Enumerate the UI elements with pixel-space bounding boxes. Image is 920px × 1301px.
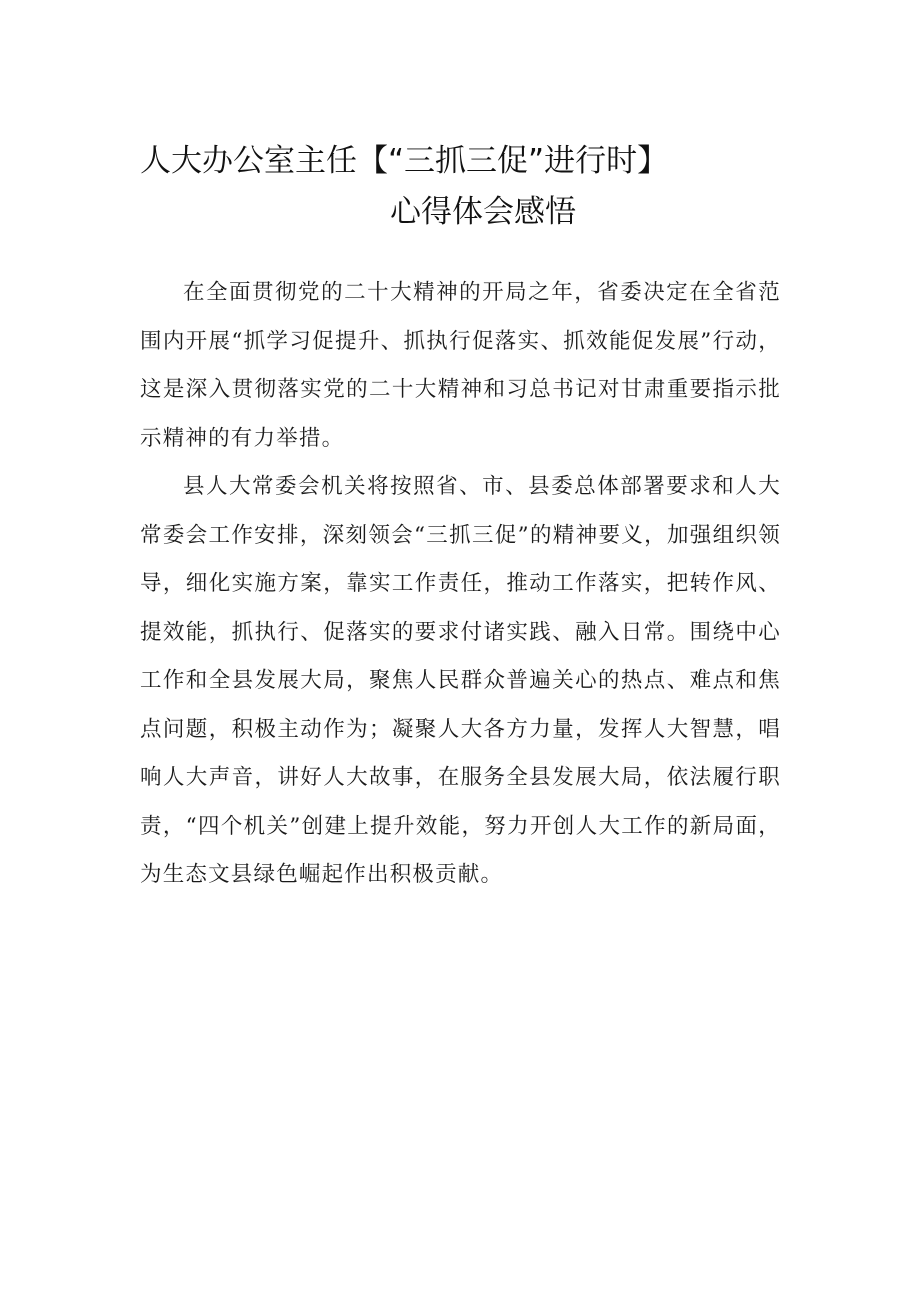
paragraph-1: 在全面贯彻党的二十大精神的开局之年，省委决定在全省范围内开展“抓学习促提升、抓执行促落实、抓效能促发展”行动，这是深入贯彻落实党的二十大精神和习总书记对甘肃重要指示批示精神的有力举措。: [140, 280, 781, 451]
document-title-line-1: 人大办公室主任【“三抓三促”进行时】: [140, 143, 669, 179]
paragraph-2: 县人大常委会机关将按照省、市、县委总体部署要求和人大常委会工作安排，深刻领会“三抓三促”的精神要义，加强组织领导，细化实施方案，靠实工作责任，推动工作落实，把转作风、提效能，抓执行、促落实的要求付诸实践、融入日常。围绕中心工作和全县发展大局，聚焦人民群众普遍关心的热点、难点和焦点问题，积极主动作为；凝聚人大各方力量，发挥人大智慧，唱响人大声音，讲好人大故事，在服务全县发展大局，依法履行职责，“四个机关”创建上提升效能，努力开创人大工作的新局面，为生态文县绿色崛起作出积极贡献。: [140, 474, 781, 887]
document-body: [140, 269, 781, 900]
document-title-line-2: 心得体会感悟: [390, 194, 576, 230]
